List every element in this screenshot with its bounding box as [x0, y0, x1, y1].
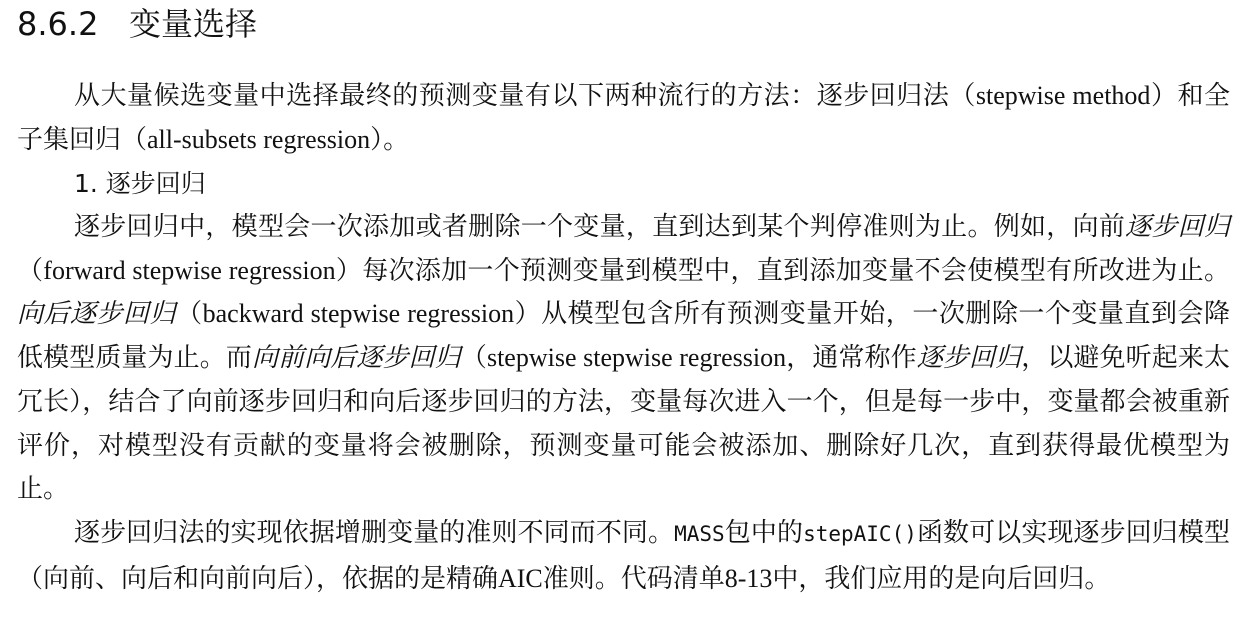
stepwise-text-1: 逐步回归中，模型会一次添加或者删除一个变量，直到达到某个判停准则为止。例如，向前	[74, 212, 1126, 241]
package-name-code: MASS	[674, 522, 725, 546]
common-name-term: 逐步回归	[916, 343, 1022, 373]
stepwise-text-5: ，以避免听起来太冗长），结合了向前逐步回归和向后逐步回归的方法，变量每次进入一个，但是每一步中，变量都会被重新评价，对模型没有贡献的变量将会被删除，预测变量可能会被添加、删除好几次，直到获得最优模型为止。	[17, 343, 1230, 504]
mass-text-1: 逐步回归法的实现依据增删变量的准则不同而不同。	[74, 518, 675, 547]
mass-text-3: 函数可以实现逐步回归模型（向前、向后和向前向后），依据的是精确AIC准则。代码清单8-13中，我们应用的是向后回归。	[17, 518, 1230, 593]
function-name-code: stepAIC()	[803, 522, 917, 546]
mass-paragraph	[17, 511, 1230, 600]
backward-stepwise-term: 向后逐步回归	[17, 299, 177, 329]
stepwise-text-3: （backward stepwise regression）从模型包含所有预测变量开始，一次删除一个变量直到会降低模型质量为止。而	[17, 299, 1230, 373]
forward-stepwise-term: 逐步回归	[1125, 212, 1230, 241]
section-number: 8.6.2	[17, 5, 99, 43]
stepwise-paragraph	[17, 205, 1230, 511]
subsection-heading: 1. 逐步回归	[74, 169, 206, 198]
stepwise-text-2: （forward stepwise regression）每次添加一个预测变量到模型中，直到添加变量不会使模型有所改进为止。	[17, 255, 1230, 285]
mass-text-2: 包中的	[724, 518, 804, 547]
stepwise-text-4: （stepwise stepwise regression，通常称作	[460, 343, 917, 373]
section-heading	[17, 4, 257, 44]
section-title: 变量选择	[129, 5, 258, 43]
both-direction-term: 向前向后逐步回归	[251, 343, 461, 373]
intro-paragraph: 从大量候选变量中选择最终的预测变量有以下两种流行的方法：逐步回归法（stepwise method）和全子集回归（all-subsets regression）。	[17, 81, 1230, 154]
